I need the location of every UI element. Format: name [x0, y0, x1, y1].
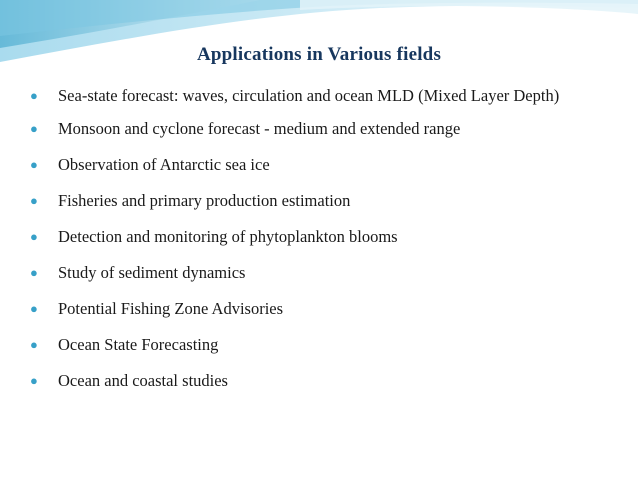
- bullet-icon: ●: [30, 301, 38, 316]
- list-item: [28, 335, 588, 355]
- bullet-icon: ●: [30, 337, 38, 352]
- slide-title: Applications in Various fields: [196, 44, 442, 65]
- list-item-text: Ocean and coastal studies: [58, 371, 228, 390]
- list-item: [28, 299, 588, 319]
- list-item: [28, 227, 588, 247]
- bullet-list: [28, 86, 588, 407]
- list-item-text: Monsoon and cyclone forecast - medium and extended range: [58, 119, 461, 138]
- bullet-icon: ●: [30, 121, 38, 136]
- list-item-text: Ocean State Forecasting: [58, 335, 219, 354]
- bullet-icon: ●: [30, 229, 38, 244]
- list-item: [28, 119, 588, 139]
- list-item: [28, 371, 588, 391]
- list-item: [28, 263, 588, 283]
- list-item: [28, 86, 588, 106]
- list-item-text: Fisheries and primary production estimation: [58, 191, 351, 210]
- list-item-text: Study of sediment dynamics: [58, 263, 246, 282]
- list-item: [28, 191, 588, 211]
- bullet-icon: ●: [30, 88, 38, 103]
- list-item-text: Sea-state forecast: waves, circulation and ocean MLD (Mixed Layer Depth): [58, 86, 560, 105]
- bullet-icon: ●: [30, 193, 38, 208]
- bullet-icon: ●: [30, 157, 38, 172]
- bullet-icon: ●: [30, 373, 38, 388]
- list-item-text: Observation of Antarctic sea ice: [58, 155, 270, 174]
- list-item-text: Potential Fishing Zone Advisories: [58, 299, 284, 318]
- bullet-icon: ●: [30, 265, 38, 280]
- list-item-text: Detection and monitoring of phytoplankton blooms: [58, 227, 398, 246]
- list-item: [28, 155, 588, 175]
